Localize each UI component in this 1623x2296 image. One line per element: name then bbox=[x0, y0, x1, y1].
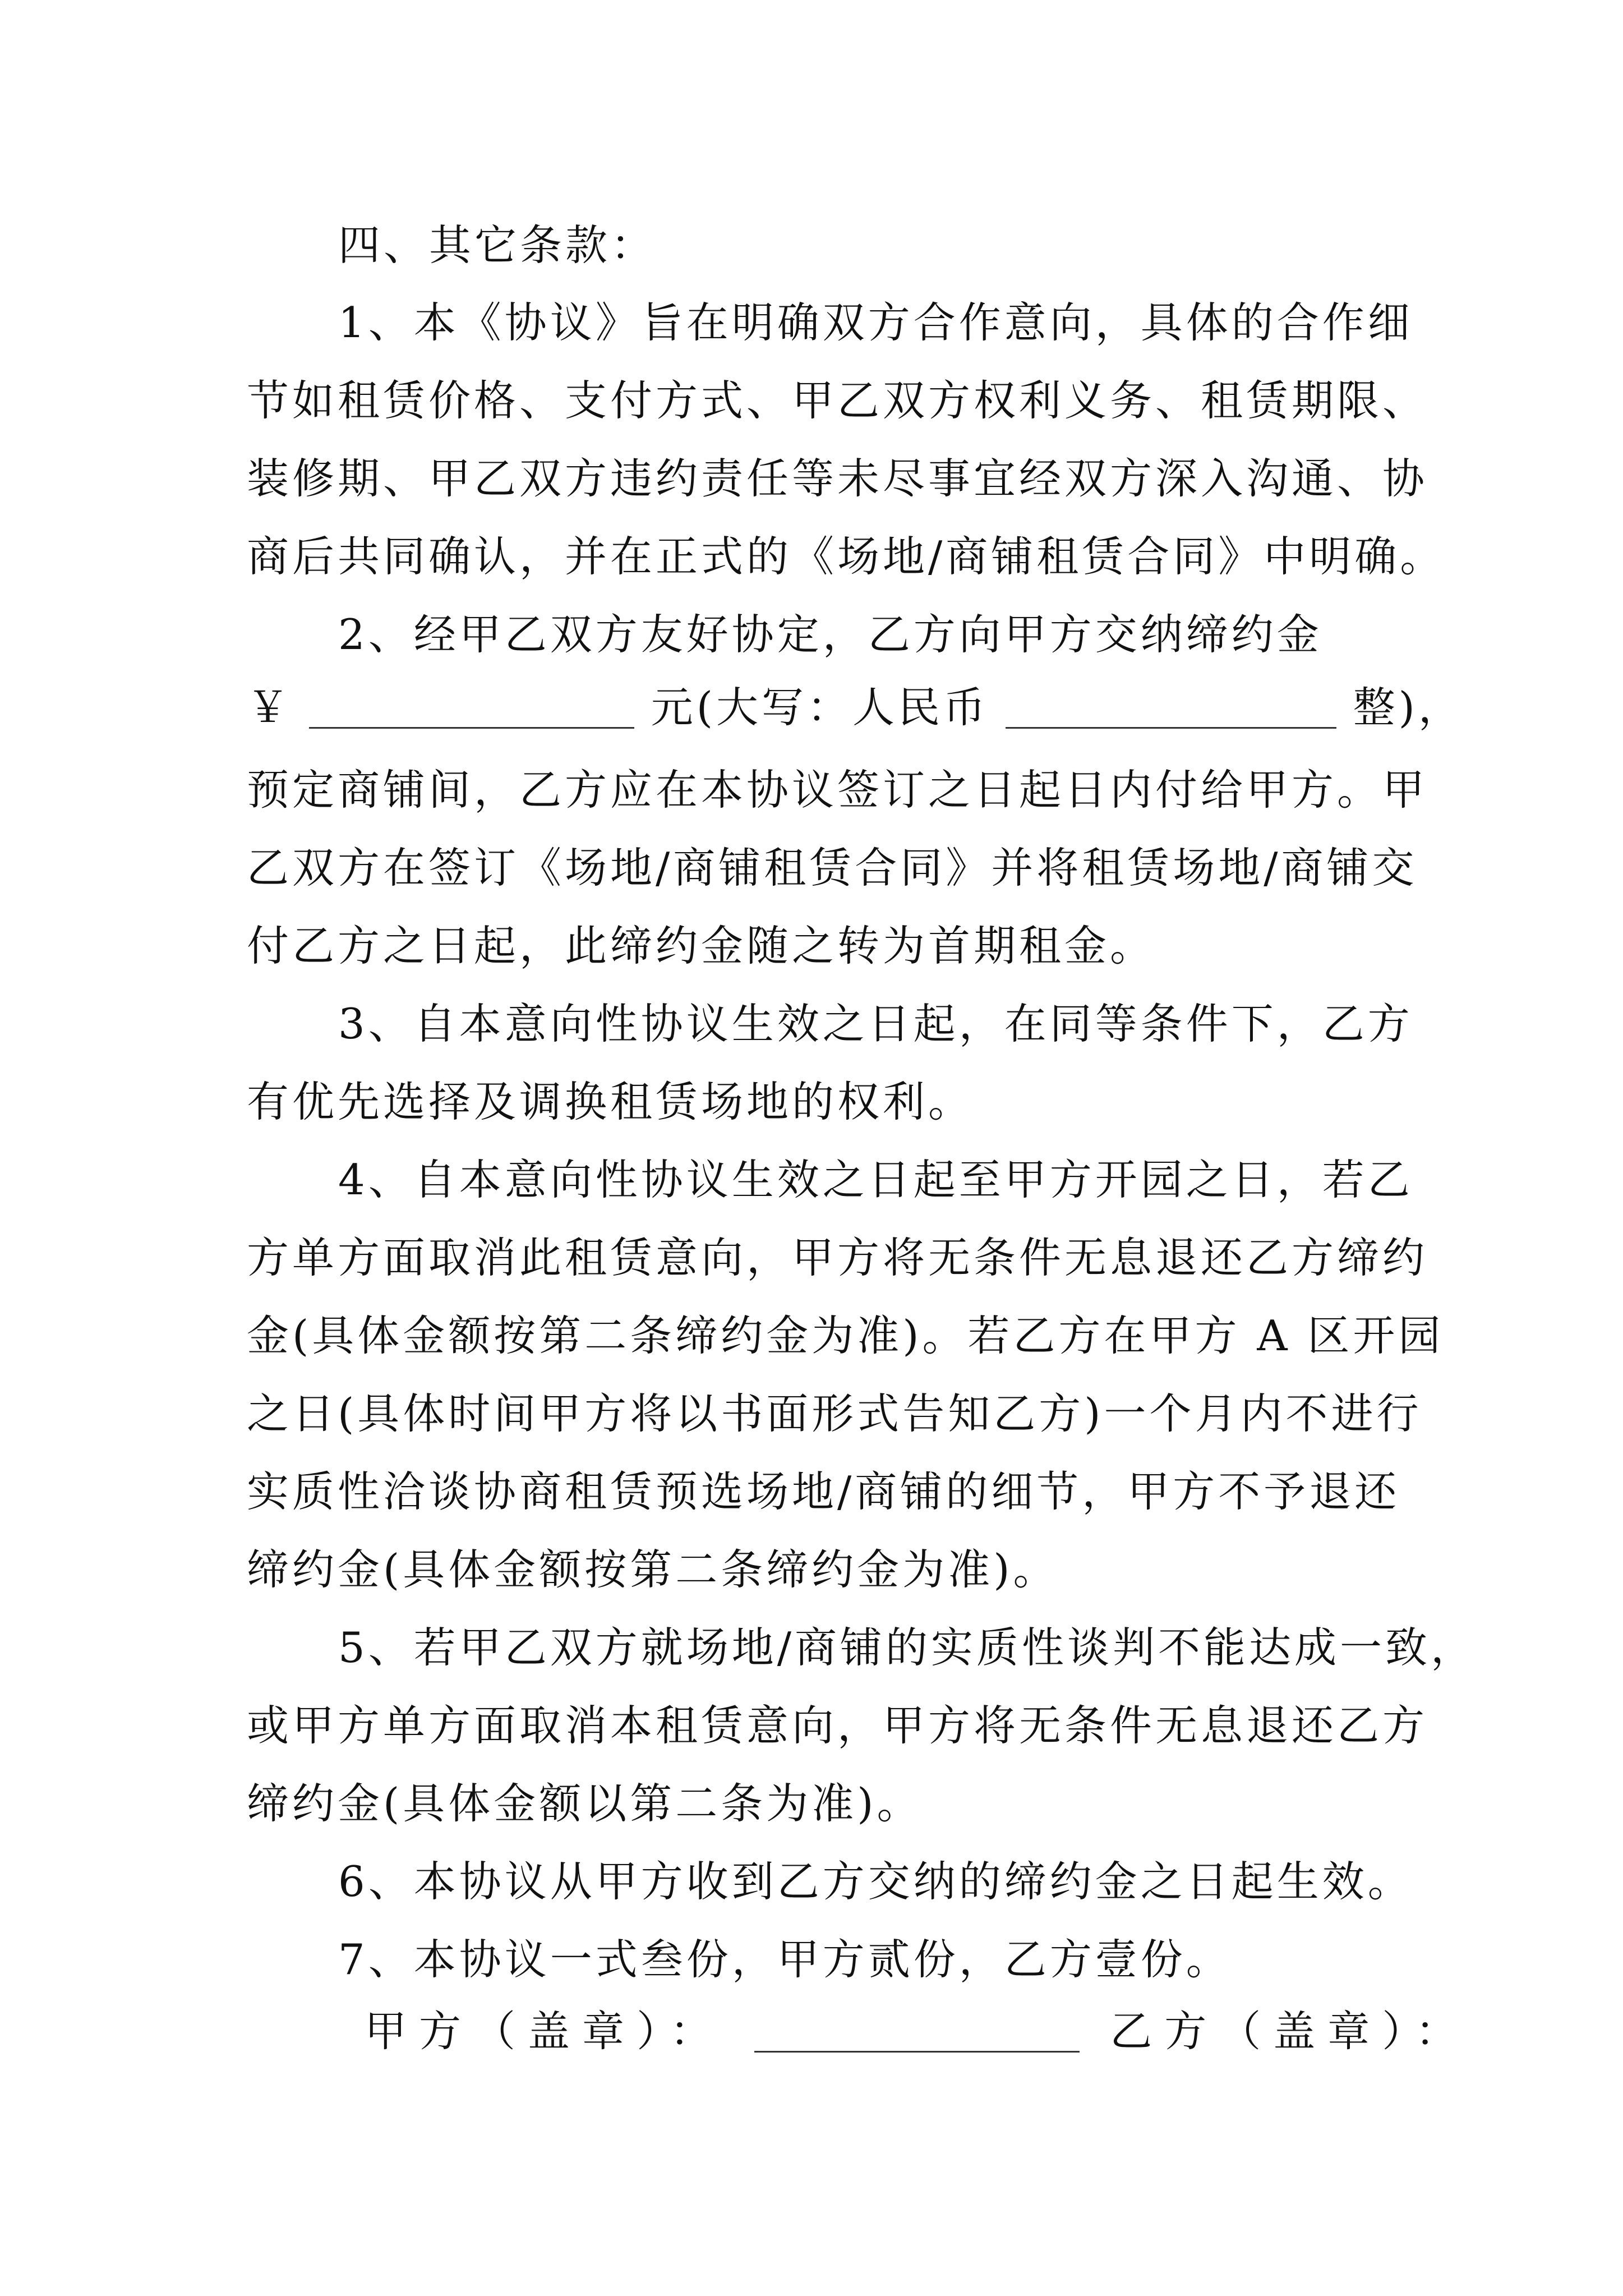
clause-1-line-1: 1、本《协议》旨在明确双方合作意向，具体的合作细 bbox=[338, 298, 1413, 347]
signature-line bbox=[365, 2007, 1470, 2056]
clause-2-line-5: 付乙方之日起，此缔约金随之转为首期租金。 bbox=[247, 921, 1156, 970]
party-b-seal-label: 乙方（盖章）： bbox=[1110, 2007, 1470, 2056]
clause-2-line-4: 乙双方在签订《场地/商铺租赁合同》并将租赁场地/商铺交 bbox=[247, 843, 1418, 892]
clause-5-line-2: 或甲方单方面取消本租赁意向，甲方将无条件无息退还乙方 bbox=[247, 1701, 1428, 1750]
clause-2-line-1: 2、经甲乙双方友好协定，乙方向甲方交纳缔约金 bbox=[338, 610, 1322, 659]
clause-4-line-5: 实质性洽谈协商租赁预选场地/商铺的细节，甲方不予退还 bbox=[247, 1467, 1400, 1516]
zheng-text: 整)， bbox=[1353, 683, 1464, 732]
currency-symbol: ￥ bbox=[247, 683, 293, 732]
party-a-seal-blank-field[interactable] bbox=[754, 2007, 1080, 2053]
clause-1-line-3: 装修期、甲乙双方违约责任等未尽事宜经双方深入沟通、协 bbox=[247, 454, 1428, 503]
yuan-text: 元(大写：人民币 bbox=[651, 683, 989, 732]
clause-4-line-1: 4、自本意向性协议生效之日起至甲方开园之日，若乙 bbox=[338, 1155, 1413, 1204]
clause-1-line-4: 商后共同确认，并在正式的《场地/商铺租赁合同》中明确。 bbox=[247, 532, 1446, 581]
clause-3-line-2: 有优先选择及调换租赁场地的权利。 bbox=[247, 1077, 974, 1126]
clause-4-line-3: 金(具体金额按第二条缔约金为准)。若乙方在甲方 A 区开园 bbox=[247, 1311, 1444, 1360]
clause-7: 7、本协议一式叁份，甲方贰份，乙方壹份。 bbox=[338, 1935, 1232, 1984]
clause-6: 6、本协议从甲方收到乙方交纳的缔约金之日起生效。 bbox=[338, 1857, 1413, 1906]
party-a-seal-label: 甲方（盖章）： bbox=[365, 2007, 725, 2056]
clause-5-line-3: 缔约金(具体金额以第二条为准)。 bbox=[247, 1779, 923, 1828]
clause-5-line-1: 5、若甲乙双方就场地/商铺的实质性谈判不能达成一致， bbox=[338, 1623, 1476, 1672]
clause-1-line-2: 节如租赁价格、支付方式、甲乙双方权利义务、租赁期限、 bbox=[247, 376, 1428, 425]
clause-4-line-6: 缔约金(具体金额按第二条缔约金为准)。 bbox=[247, 1545, 1059, 1594]
clause-4-line-2: 方单方面取消此租赁意向，甲方将无条件无息退还乙方缔约 bbox=[247, 1233, 1428, 1282]
clause-4-line-4: 之日(具体时间甲方将以书面形式告知乙方)一个月内不进行 bbox=[247, 1389, 1422, 1438]
clause-2-line-3: 预定商铺间，乙方应在本协议签订之日起日内付给甲方。甲 bbox=[247, 765, 1428, 815]
amount-blank-field[interactable] bbox=[309, 683, 634, 729]
section-heading: 四、其它条款： bbox=[338, 220, 657, 270]
clause-3-line-1: 3、自本意向性协议生效之日起，在同等条件下，乙方 bbox=[338, 999, 1413, 1048]
clause-2-amount-line bbox=[247, 683, 1464, 732]
amount-uppercase-blank-field[interactable] bbox=[1006, 683, 1336, 729]
